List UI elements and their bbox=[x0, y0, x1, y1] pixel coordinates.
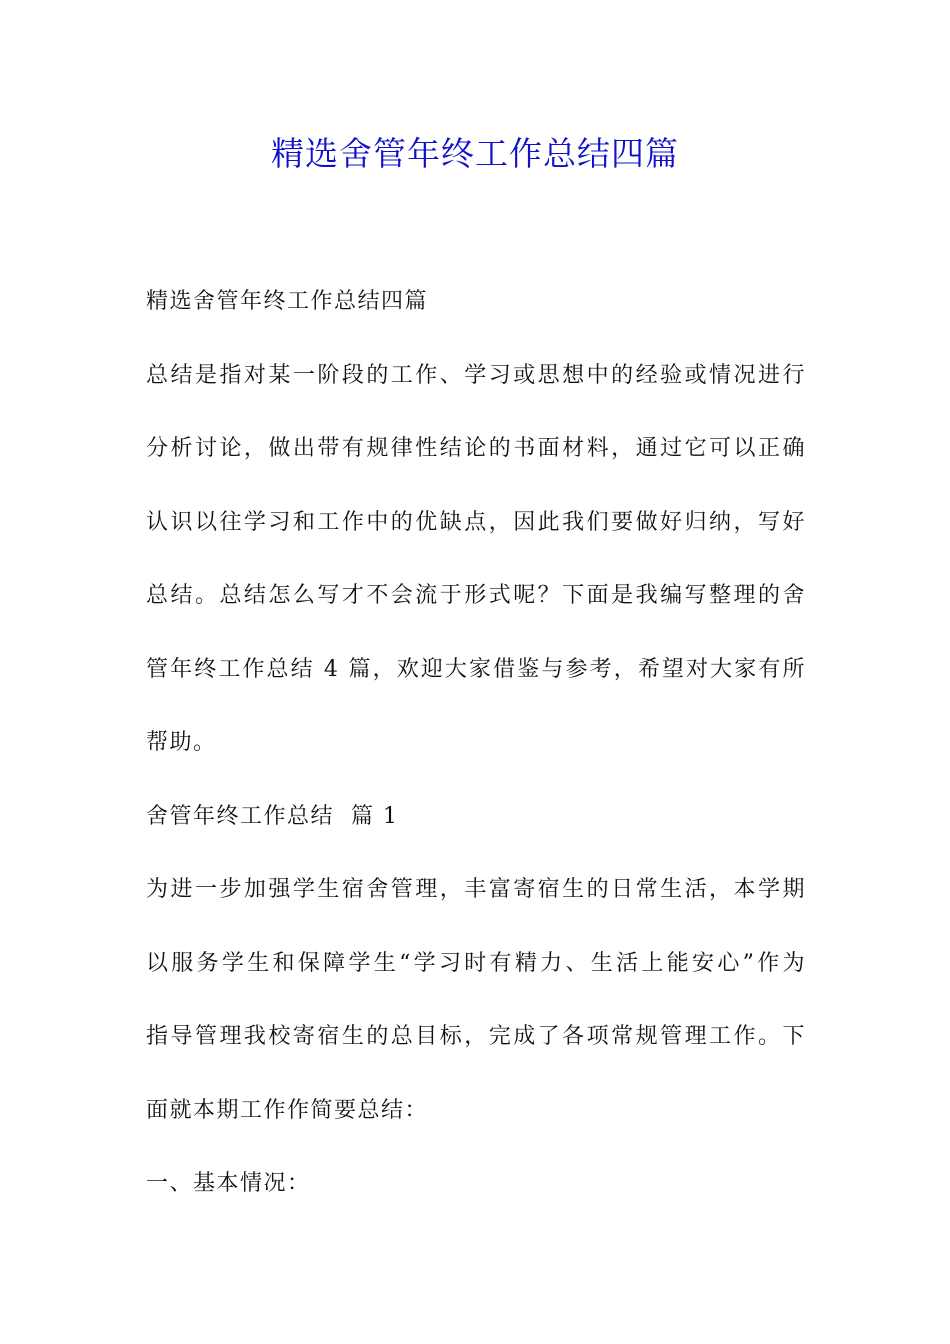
paragraph-line: 总结。总结怎么写才不会流于形式呢？下面是我编写整理的舍 bbox=[146, 583, 806, 608]
paragraph-line: 以服务学生和保障学生“学习时有精力、生活上能安心”作为 bbox=[146, 950, 806, 976]
paragraph-line: 帮助。 bbox=[146, 730, 217, 755]
paragraph-line: 为进一步加强学生宿舍管理，丰富寄宿生的日常生活，本学期 bbox=[146, 877, 806, 902]
paragraph-line: 指导管理我校寄宿生的总目标，完成了各项常规管理工作。下 bbox=[146, 1024, 806, 1049]
paragraph-line: 总结是指对某一阶段的工作、学习或思想中的经验或情况进行 bbox=[146, 362, 806, 388]
paragraph-line: 认识以往学习和工作中的优缺点，因此我们要做好归纳，写好 bbox=[146, 509, 806, 535]
paragraph-line: 管年终工作总结 4 篇，欢迎大家借鉴与参考，希望对大家有所 bbox=[146, 656, 806, 682]
subsection-heading bbox=[146, 1147, 806, 1221]
paragraph-subtitle bbox=[146, 265, 806, 339]
paragraph-line: 分析讨论，做出带有规律性结论的书面材料，通过它可以正确 bbox=[146, 436, 806, 461]
paragraph-line: 一、基本情况： bbox=[146, 1171, 311, 1196]
paragraph-line: 面就本期工作作简要总结： bbox=[146, 1097, 429, 1123]
paragraph-intro bbox=[146, 339, 806, 780]
section-heading bbox=[146, 780, 806, 854]
document-body bbox=[146, 265, 806, 1221]
document-title: 精选舍管年终工作总结四篇 bbox=[271, 134, 679, 173]
paragraph-line: 舍管年终工作总结 篇 1 bbox=[146, 803, 399, 829]
paragraph-line: 精选舍管年终工作总结四篇 bbox=[146, 289, 429, 314]
paragraph-section-1 bbox=[146, 853, 806, 1147]
